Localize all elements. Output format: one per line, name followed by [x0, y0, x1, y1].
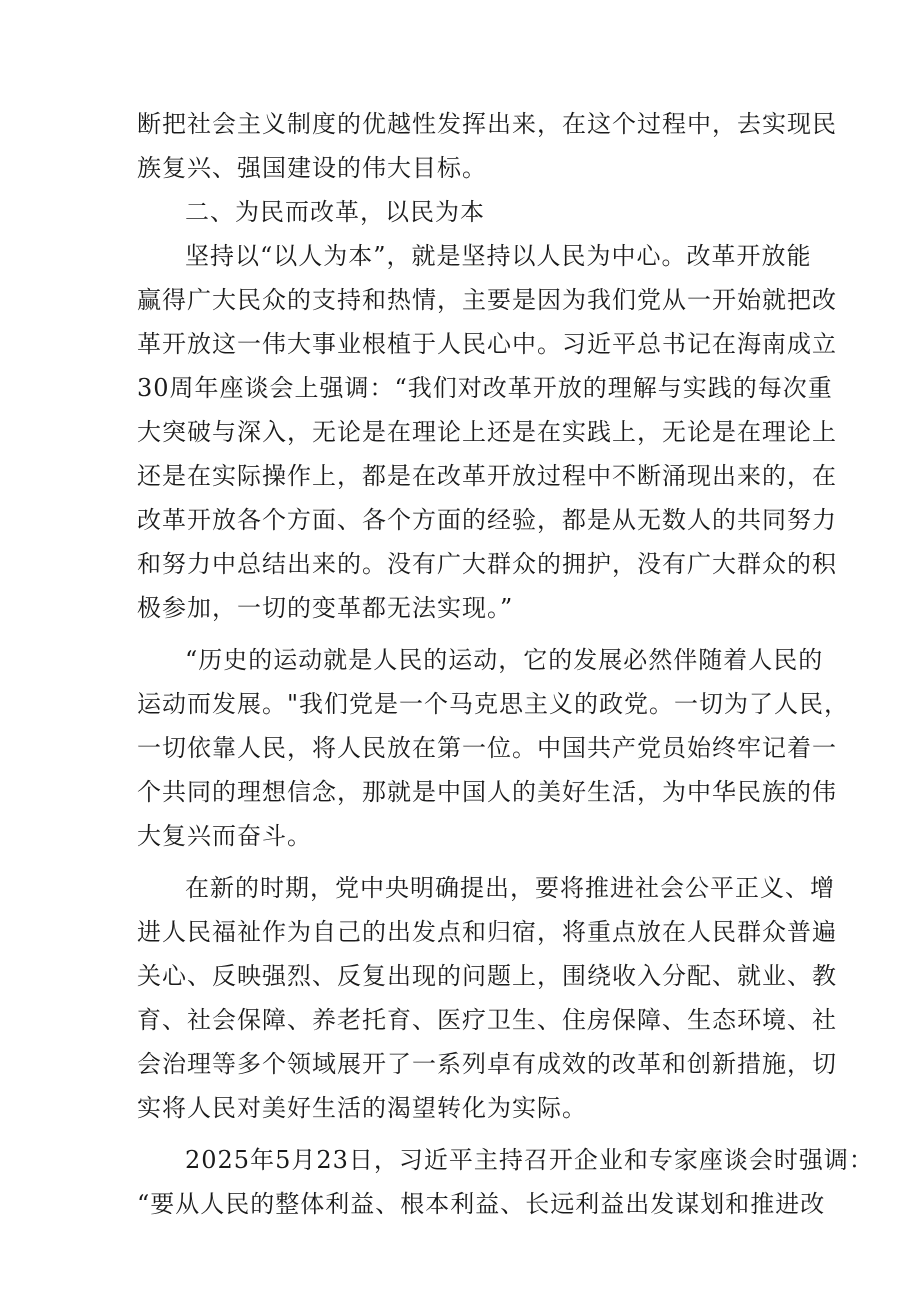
text-line: “历史的运动就是人民的运动，它的发展必然伴随着人民的	[185, 646, 824, 674]
text-line: 改革开放各个方面、各个方面的经验，都是从无数人的共同努力	[137, 506, 837, 534]
text-line: 个共同的理想信念，那就是中国人的美好生活，为中华民族的伟	[137, 778, 837, 806]
text-line: 坚持以“以人为本”，就是坚持以人民为中心。改革开放能	[185, 242, 812, 270]
text-line: 在新的时期，党中央明确提出，要将推进社会公平正义、增	[185, 874, 835, 902]
text-line: 赢得广大民众的支持和热情，主要是因为我们党从一开始就把改	[137, 286, 837, 314]
text-line: 育、社会保障、养老托育、医疗卫生、住房保障、生态环境、社	[137, 1006, 837, 1034]
text-line: 大复兴而奋斗。	[137, 822, 312, 850]
document-body	[137, 102, 874, 1226]
text-line: 族复兴、强国建设的伟大目标。	[137, 154, 487, 182]
text-line: 断把社会主义制度的优越性发挥出来，在这个过程中，去实现民	[137, 110, 837, 138]
text-line: 和努力中总结出来的。没有广大群众的拥护，没有广大群众的积	[137, 550, 837, 578]
text-line: 革开放这一伟大事业根植于人民心中。习近平总书记在海南成立	[137, 330, 837, 358]
text-line: “要从人民的整体利益、根本利益、长远利益出发谋划和推进改	[137, 1190, 826, 1218]
text-line: 一切依靠人民，将人民放在第一位。中国共产党员始终牢记着一	[137, 734, 837, 762]
text-line: 关心、反映强烈、反复出现的问题上，围绕收入分配、就业、教	[137, 962, 837, 990]
text-line: 极参加，一切的变革都无法实现。”	[137, 594, 514, 622]
text-line: 2025年5月23日，习近平主持召开企业和专家座谈会时强调：	[185, 1146, 874, 1174]
text-line: 实将人民对美好生活的渴望转化为实际。	[137, 1094, 587, 1122]
text-line: 运动而发展。"我们党是一个马克思主义的政党。一切为了人民，	[137, 690, 850, 718]
text-line: 大突破与深入，无论是在理论上还是在实践上，无论是在理论上	[137, 418, 837, 446]
text-line: 进人民福祉作为自己的出发点和归宿，将重点放在人民群众普遍	[137, 918, 837, 946]
text-line: 还是在实际操作上，都是在改革开放过程中不断涌现出来的，在	[137, 462, 837, 490]
text-line: 会治理等多个领域展开了一系列卓有成效的改革和创新措施，切	[137, 1050, 837, 1078]
text-line: 30周年座谈会上强调：“我们对改革开放的理解与实践的每次重	[137, 374, 833, 402]
section-heading: 二、为民而改革，以民为本	[185, 198, 485, 226]
